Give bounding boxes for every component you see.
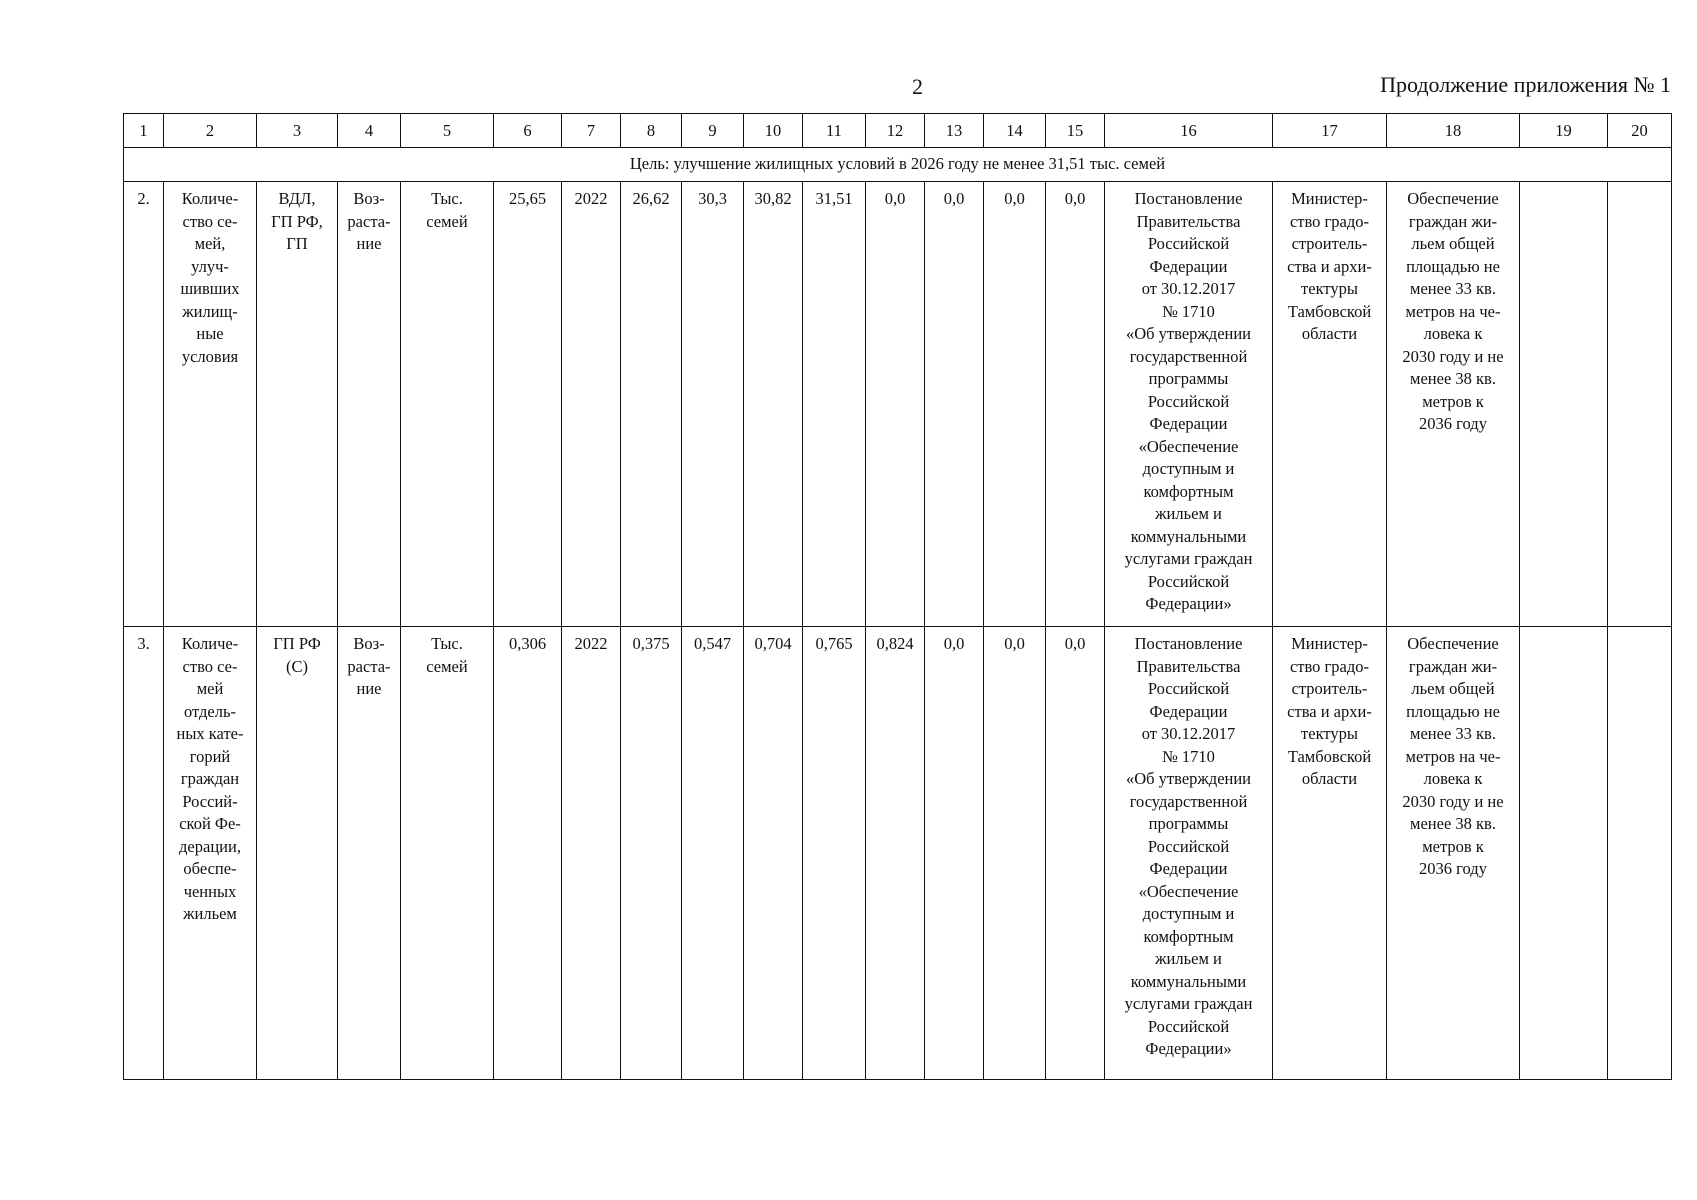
trend-direction: Воз- раста- ние xyxy=(338,627,401,1080)
value-period-6: 0,0 xyxy=(925,182,984,627)
column-number: 14 xyxy=(984,114,1046,148)
indicators-table xyxy=(123,113,1672,1080)
column-number: 13 xyxy=(925,114,984,148)
value-period-6: 0,0 xyxy=(925,627,984,1080)
unit-of-measure: Тыс. семей xyxy=(401,627,494,1080)
value-period-3: 30,82 xyxy=(744,182,803,627)
row-number: 3. xyxy=(124,627,164,1080)
value-period-8: 0,0 xyxy=(1046,627,1105,1080)
column-19-cell xyxy=(1520,627,1608,1080)
linked-goal: Обеспечение граждан жи- льем общей площадью не менее 33 кв. метров на че- ловека к 2030 году и не менее 38 кв. метров к 2036 году xyxy=(1387,182,1520,627)
column-number: 8 xyxy=(621,114,682,148)
base-year: 2022 xyxy=(562,182,621,627)
table-row xyxy=(124,182,1672,627)
value-period-1: 26,62 xyxy=(621,182,682,627)
column-number-row xyxy=(124,114,1672,148)
table-row xyxy=(124,627,1672,1080)
column-number: 20 xyxy=(1608,114,1672,148)
page-number: 2 xyxy=(912,74,923,99)
base-value: 25,65 xyxy=(494,182,562,627)
trend-direction: Воз- раста- ние xyxy=(338,182,401,627)
value-period-5: 0,824 xyxy=(866,627,925,1080)
legal-document: Постановление Правительства Российской Федерации от 30.12.2017 № 1710 «Об утверждении государственной программы Российской Федерации «Обеспечение доступным и комфортным жильем и коммунальными услугами граждан Российской Федерации» xyxy=(1105,182,1273,627)
column-number: 4 xyxy=(338,114,401,148)
value-period-2: 0,547 xyxy=(682,627,744,1080)
unit-of-measure: Тыс. семей xyxy=(401,182,494,627)
column-number: 2 xyxy=(164,114,257,148)
value-period-8: 0,0 xyxy=(1046,182,1105,627)
column-20-cell xyxy=(1608,182,1672,627)
value-period-5: 0,0 xyxy=(866,182,925,627)
indicator-level: ВДЛ, ГП РФ, ГП xyxy=(257,182,338,627)
goal-text: Цель: улучшение жилищных условий в 2026 году не менее 31,51 тыс. семей xyxy=(124,148,1672,182)
row-number: 2. xyxy=(124,182,164,627)
base-year: 2022 xyxy=(562,627,621,1080)
column-number: 9 xyxy=(682,114,744,148)
column-number: 19 xyxy=(1520,114,1608,148)
indicator-name: Количе- ство се- мей, улуч- шивших жилищ- ные условия xyxy=(164,182,257,627)
column-20-cell xyxy=(1608,627,1672,1080)
column-number: 1 xyxy=(124,114,164,148)
column-number: 6 xyxy=(494,114,562,148)
value-period-7: 0,0 xyxy=(984,627,1046,1080)
column-19-cell xyxy=(1520,182,1608,627)
goal-row xyxy=(124,148,1672,182)
value-period-3: 0,704 xyxy=(744,627,803,1080)
value-period-7: 0,0 xyxy=(984,182,1046,627)
column-number: 11 xyxy=(803,114,866,148)
continuation-title: Продолжение приложения № 1 xyxy=(1380,72,1671,97)
responsible-body: Министер- ство градо- строитель- ства и архи- тектуры Тамбовской области xyxy=(1273,627,1387,1080)
value-period-2: 30,3 xyxy=(682,182,744,627)
value-period-4: 0,765 xyxy=(803,627,866,1080)
column-number: 5 xyxy=(401,114,494,148)
indicator-level: ГП РФ (С) xyxy=(257,627,338,1080)
column-number: 15 xyxy=(1046,114,1105,148)
column-number: 7 xyxy=(562,114,621,148)
responsible-body: Министер- ство градо- строитель- ства и архи- тектуры Тамбовской области xyxy=(1273,182,1387,627)
column-number: 17 xyxy=(1273,114,1387,148)
linked-goal: Обеспечение граждан жи- льем общей площадью не менее 33 кв. метров на че- ловека к 2030 году и не менее 38 кв. метров к 2036 году xyxy=(1387,627,1520,1080)
column-number: 16 xyxy=(1105,114,1273,148)
column-number: 10 xyxy=(744,114,803,148)
column-number: 18 xyxy=(1387,114,1520,148)
value-period-4: 31,51 xyxy=(803,182,866,627)
column-number: 12 xyxy=(866,114,925,148)
legal-document: Постановление Правительства Российской Федерации от 30.12.2017 № 1710 «Об утверждении государственной программы Российской Федерации «Обеспечение доступным и комфортным жильем и коммунальными услугами граждан Российской Федерации» xyxy=(1105,627,1273,1080)
column-number: 3 xyxy=(257,114,338,148)
indicator-name: Количе- ство се- мей отдель- ных кате- горий граждан Россий- ской Фе- дерации, обеспе- ченных жильем xyxy=(164,627,257,1080)
base-value: 0,306 xyxy=(494,627,562,1080)
value-period-1: 0,375 xyxy=(621,627,682,1080)
